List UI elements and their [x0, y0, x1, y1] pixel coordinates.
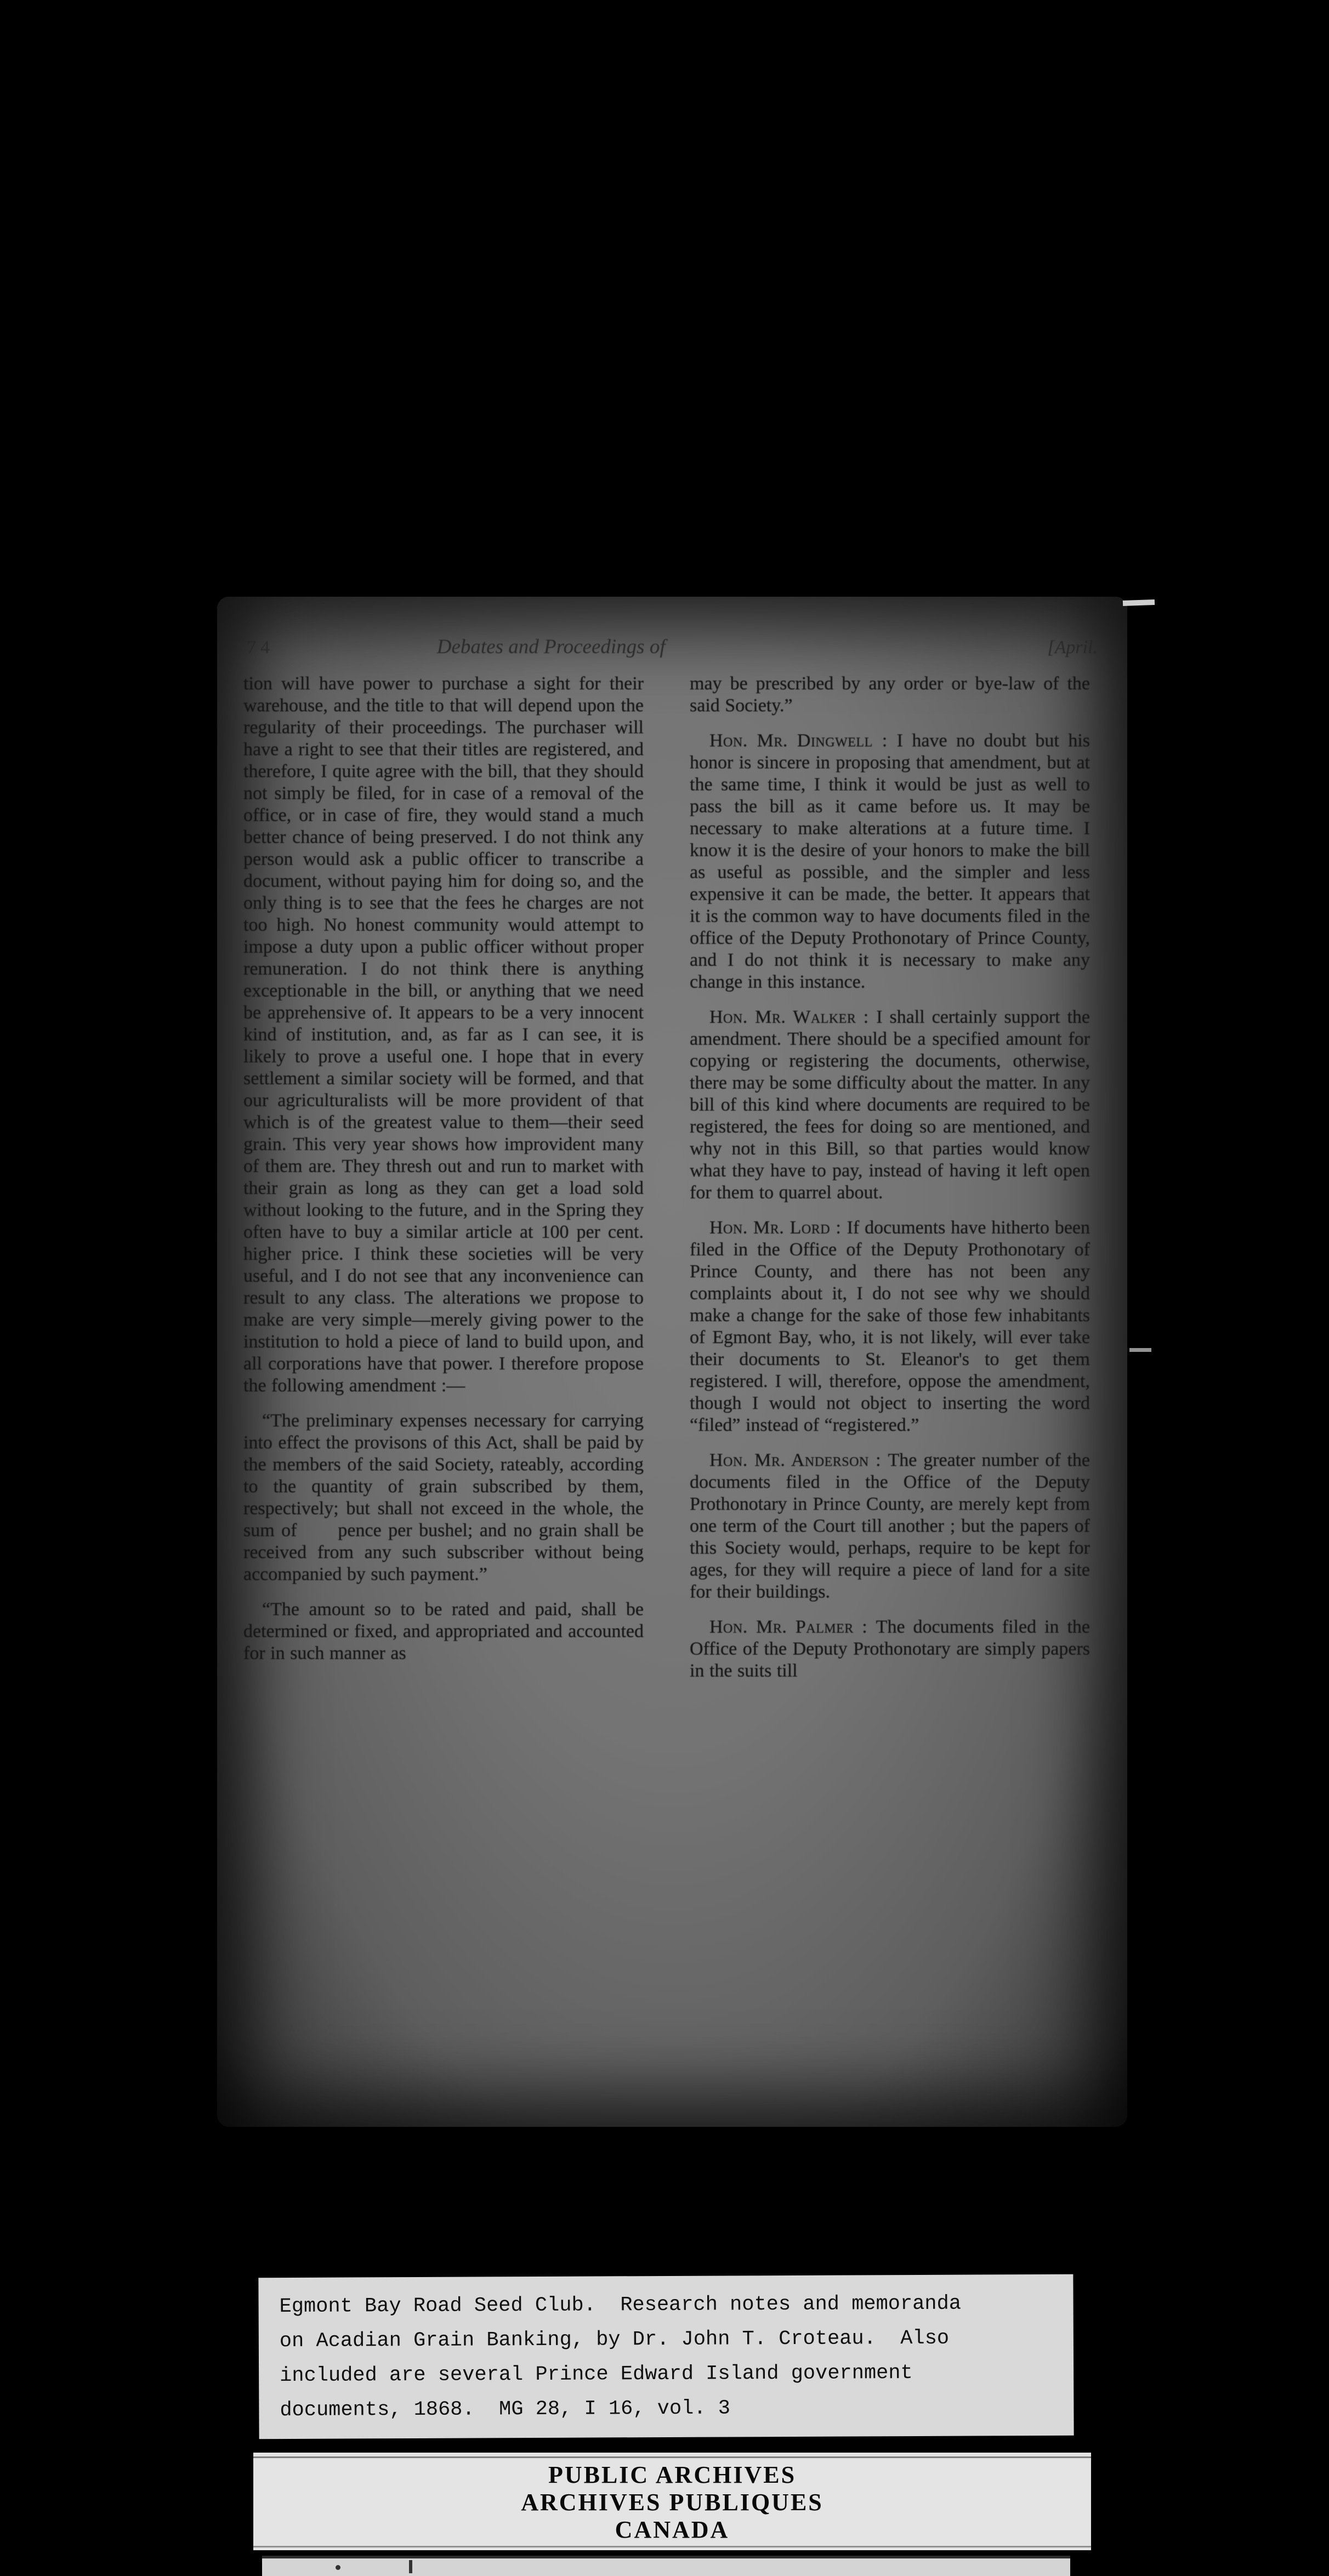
archive-description-card: Egmont Bay Road Seed Club. Research notes and memoranda on Acadian Grain Banking, by Dr. John T. Croteau. Also included are several Prince Edward Island government documents, 1868. MG 28, I 16, vol. 3 [258, 2274, 1074, 2439]
running-title: Debates and Proceedings of [436, 636, 666, 658]
paragraph [690, 673, 1090, 717]
speech-text: The greater number of the documents filed in the Office of the Deputy Prothonotary in Prince County, are merely kept from one term of the Court till another ; but the papers of this Society would, perhaps, require to be kept for ages, for they will require a piece of land for a site for their buildings. [690, 1450, 1090, 1602]
ink-mark [336, 2565, 340, 2570]
speech-text: The documents filed in the Office of the Deputy Prothonotary are simply papers in the suits till [690, 1617, 1090, 1681]
running-date: [April. [1047, 637, 1098, 658]
public-archives-card [253, 2453, 1091, 2550]
speaker-name: Hon. Mr. Palmer : [709, 1617, 876, 1637]
speaker-name: Hon. Mr. Dingwell : [709, 731, 897, 751]
speaker-name: Hon. Mr. Anderson : [709, 1450, 888, 1470]
amendment-quote-paragraph: “The amount so to be rated and paid, shall be determined or fixed, and appropriated and accounted for in such manner as [243, 1599, 644, 1663]
page-number: 74 [247, 637, 274, 658]
speech-paragraph [690, 730, 1090, 993]
paragraph: tion will have power to purchase a sight for their warehouse, and the title to that will depend upon the regularity of their proceedings. The purchaser will have a right to see that their titles are registered, and therefore, I quite agree with the bill, that they should not simply be filed, for in case of a removal of the office, or in case of fire, they would stand a much better chance of being preserved. I do not think any person would ask a public officer to transcribe a document, without paying him for doing so, and the only thing is to see that the fees he charges are not too high. No honest community would attempt to impose a duty upon a public officer without proper remuneration. I do not think there is anything exceptionable in the bill, or anything that we need be apprehensive of. It appears to be a very innocent kind of institution, and, as far as I can see, it is likely to prove a useful one. I hope that in every settlement a similar society will be formed, and that our agriculturalists will be more provident of that which is of the greatest value to them—their seed grain. This very year shows how improvident many of them are. They thresh out and run to market with their grain as long as they can get a load sold without looking to the future, and in the Spring they often have to buy a similar article at 100 per cent. higher price. I think these societies will be very useful, and I do not see that any inconvenience can result to any class. The alterations we propose to make are very simple—merely giving power to the institution to hold a piece of land to build upon, and all corporations have that power. I therefore propose the following amendment :— [243, 673, 644, 1396]
archives-title-canada: CANADA [615, 2516, 730, 2543]
ink-mark [409, 2560, 412, 2573]
page-header [243, 635, 1101, 659]
speech-text: If documents have hitherto been filed in the Office of the Deputy Prothonotary of Prince County, and there has not been any complaints about it, I do not see why we should make a change for the sake of those few inhabitants of Egmont Bay, who, it is not likely, will ever take their documents to St. Eleanor's to get them registered. I will, therefore, oppose the amendment, though I would not object to inserting the word “filed” instead of “registered.” [690, 1218, 1090, 1435]
document-page [217, 597, 1127, 2127]
film-scratch-mark [1129, 1348, 1151, 1352]
archives-title-fr: ARCHIVES PUBLIQUES [521, 2489, 823, 2516]
speaker-name: Hon. Mr. Lord : [709, 1218, 847, 1238]
speech-paragraph [690, 1616, 1090, 1682]
speech-paragraph [690, 1450, 1090, 1603]
amendment-quote-paragraph: “The preliminary expenses necessary for carrying into effect the provisons of this Act, shall be paid by the members of the said Society, rateably, according to the quantity of grain subscribed by them, respectively; but shall not exceed in the whole, the sum of pence per bushel; and no grain shall be received from any such subscriber without being accompanied by such payment.” [243, 1411, 644, 1584]
speech-text: I have no doubt but his honor is sincere in proposing that amendment, but at the same time, I think it would be just as well to pass the bill as it came before us. It may be necessary to make alterations at a future time. I know it is the desire of your honors to make the bill as useful as possible, and the simpler and less expensive it can be made, the better. It appears that it is the common way to have documents filed in the office of the Deputy Prothonotary of Prince County, and I do not think it is necessary to make any change in this instance. [690, 731, 1091, 992]
right-column [690, 673, 1090, 1682]
archives-title-en: PUBLIC ARCHIVES [548, 2461, 797, 2488]
speech-text: I shall certainly support the amendment. There should be a specified amount for copying or registering the documents, otherwise, there may be some difficulty about the matter. In any bill of this kind where documents are required to be registered, the fees for doing so are mentioned, and why not in this Bill, so that parties would know what they have to pay, instead of having it left open for them to quarrel about. [690, 1007, 1090, 1203]
text-columns [243, 673, 1101, 1682]
speech-text: may be prescribed by any order or bye-law of the said Society.” [690, 673, 1090, 716]
speech-paragraph [690, 1217, 1090, 1436]
page-content [243, 635, 1101, 1682]
left-column [243, 673, 644, 1682]
torn-label-strip [262, 2556, 1070, 2576]
speaker-name: Hon. Mr. Walker : [709, 1007, 877, 1027]
speech-paragraph [690, 1006, 1090, 1204]
film-scratch-mark [1123, 599, 1155, 606]
